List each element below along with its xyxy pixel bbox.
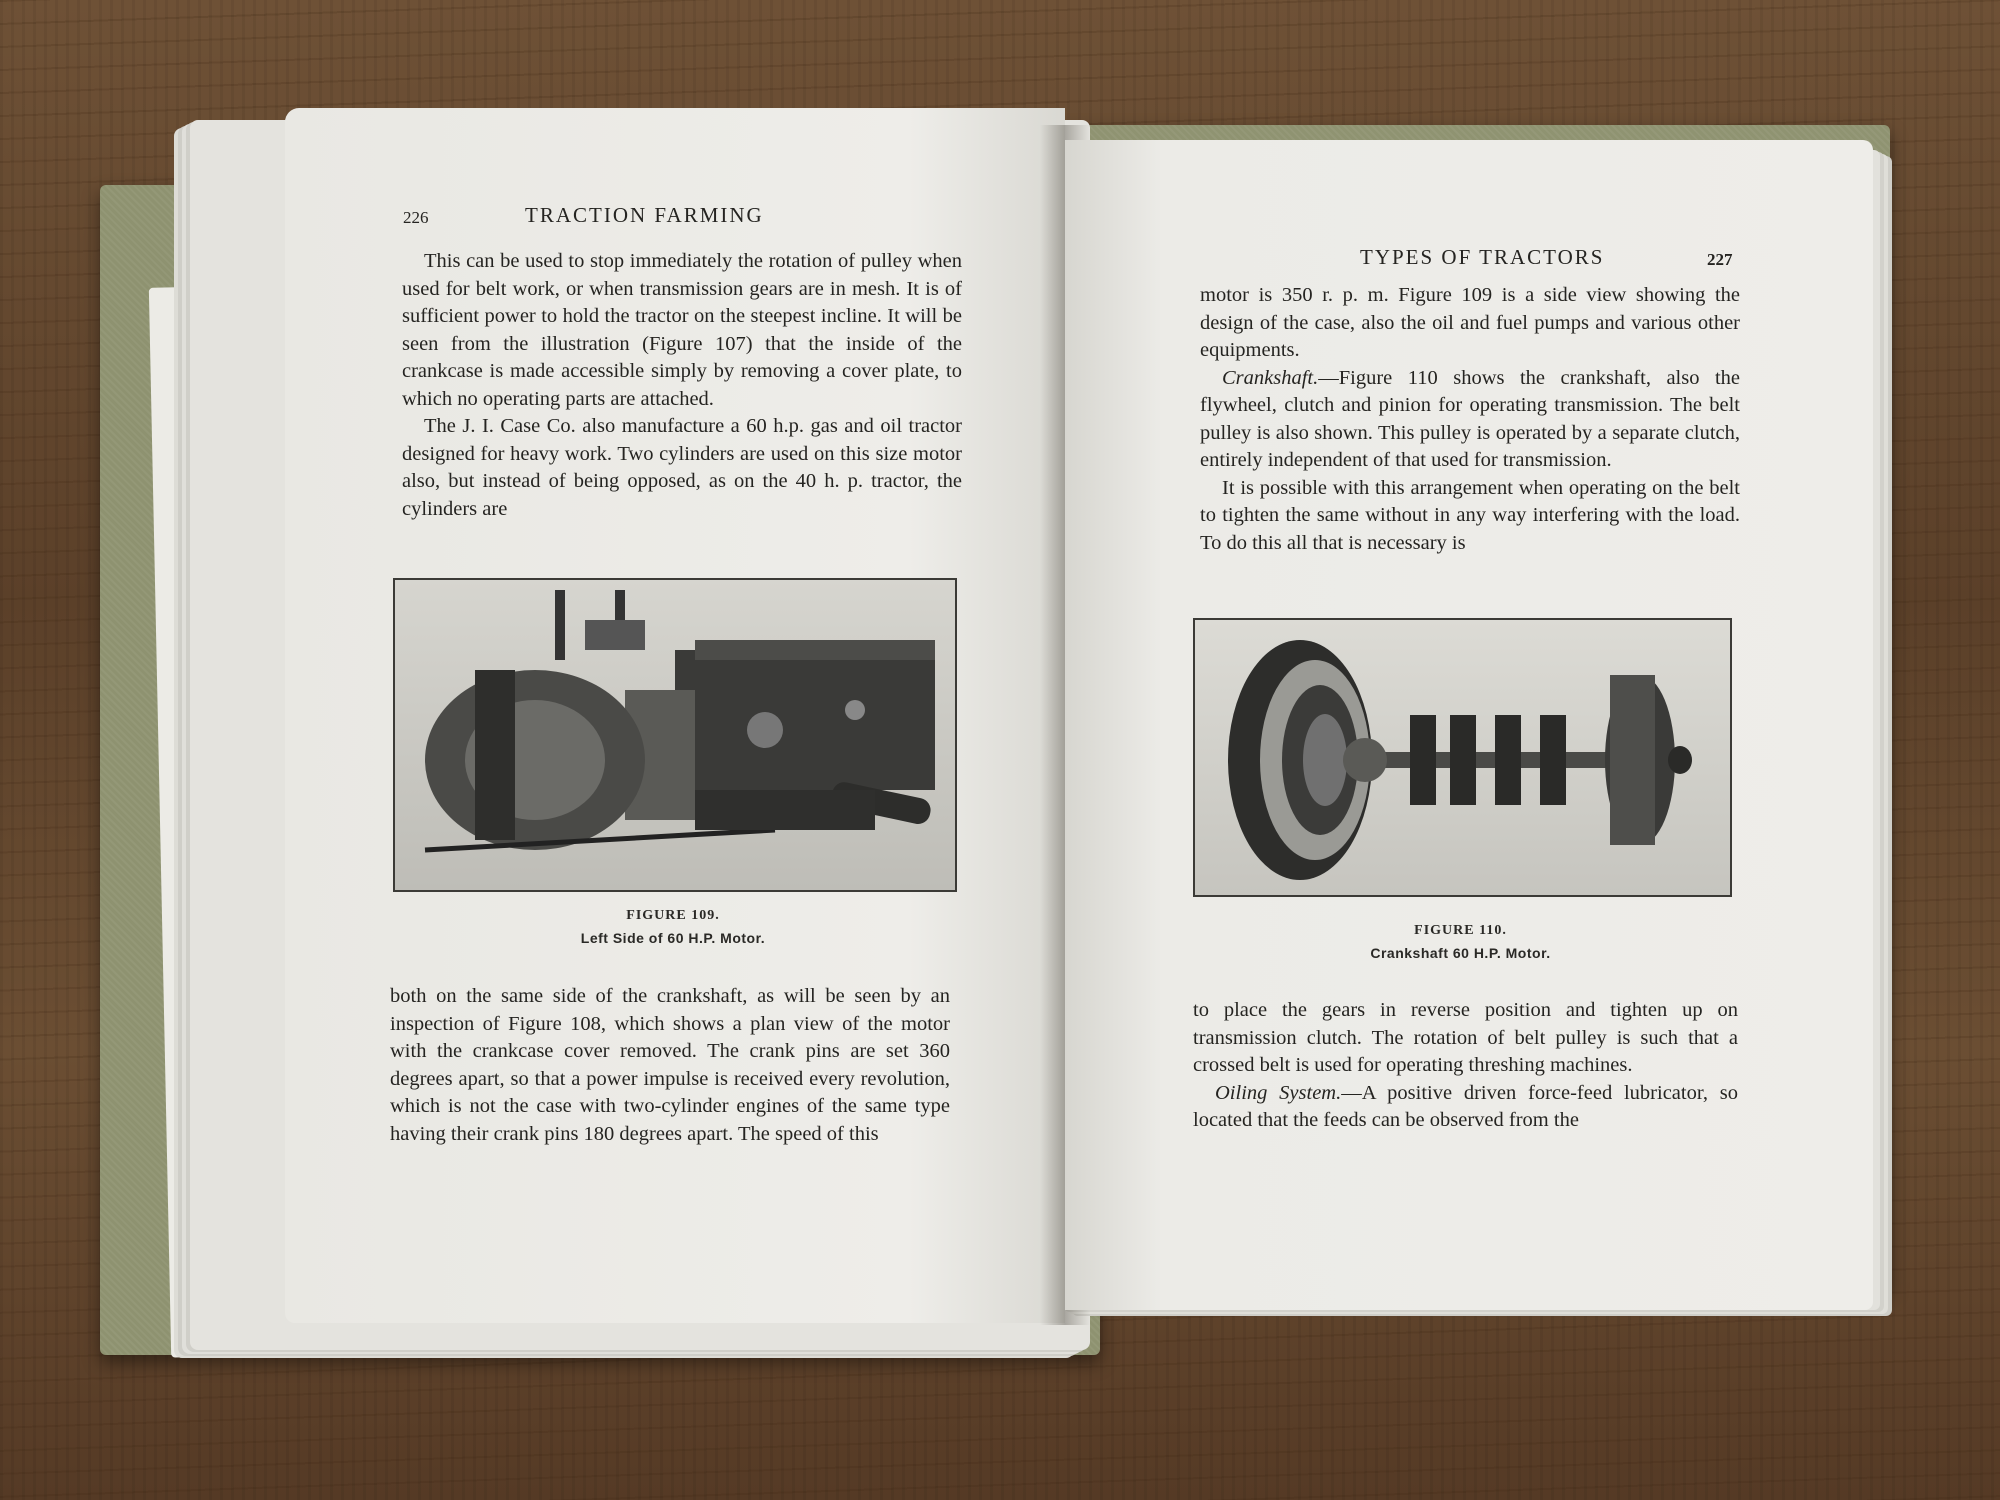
paragraph: motor is 350 r. p. m. Figure 109 is a side view showing the design of the case, also the oil and fuel pumps and various other equipments.: [1200, 284, 1740, 361]
running-head: TRACTION FARMING: [525, 203, 764, 227]
right-page: [1065, 140, 1873, 1310]
paragraph: Oiling System.—A positive driven force-feed lubricator, so located that the feeds can be observed from the: [1193, 1081, 1738, 1131]
paragraph: The J. I. Case Co. also manufacture a 60 h.p. gas and oil tractor designed for heavy work. Two cylinders are used on this size motor also, but instead of being opposed, as on the 40 h. p. tractor, the cylinders are: [402, 415, 962, 520]
figure-title: Left Side of 60 H.P. Motor.: [580, 930, 766, 946]
figure-number: FIGURE 110.: [1414, 923, 1507, 938]
page-number: 226: [403, 208, 429, 227]
text-bottom: [390, 983, 950, 1148]
figure-110-image: [1193, 618, 1732, 897]
paragraph: to place the gears in reverse position and tighten up on transmission clutch. The rotation of belt pulley is such that a crossed belt is used for operating threshing machines.: [1193, 999, 1738, 1076]
paragraph: both on the same side of the crankshaft, as will be seen by an inspection of Figure 108, which shows a plan view of the motor with the crankcase cover removed. The crank pins are set 360 degrees apart, so that a power impulse is received every revolution, which is not the case with two-cylinder engines of the same type having their crank pins 180 degrees apart. The speed of this: [390, 985, 950, 1145]
section-heading: Oiling System.: [1215, 1081, 1342, 1104]
running-head: TYPES OF TRACTORS: [1360, 245, 1605, 269]
paragraph: This can be used to stop immediately the rotation of pulley when used for belt work, or when transmission gears are in mesh. It is of sufficient power to hold the tractor on the steepest incline. It will be seen from the illustration (Figure 107) that the inside of the crankcase is made accessible simply by removing a cover plate, to which no operating parts are attached.: [402, 250, 962, 410]
page-number: 227: [1707, 250, 1733, 269]
figure-number: FIGURE 109.: [626, 908, 720, 923]
figure-109-image: [393, 578, 957, 892]
text-bottom: [1193, 997, 1738, 1135]
text-top: [1200, 282, 1740, 557]
figure-109-caption: [393, 908, 953, 946]
left-page: [285, 108, 1065, 1323]
paragraph: Crankshaft.—Figure 110 shows the crankshaft, also the flywheel, clutch and pinion for operating transmission. The belt pulley is also shown. This pulley is operated by a separate clutch, entirely independent of that used for transmission.: [1200, 366, 1740, 471]
paragraph: It is possible with this arrangement when operating on the belt to tighten the same without in any way interfering with the load. To do this all that is necessary is: [1200, 476, 1740, 554]
figure-title: Crankshaft 60 H.P. Motor.: [1370, 945, 1551, 961]
crankshaft-illustration: [1195, 620, 1730, 895]
figure-110-caption: [1193, 923, 1728, 961]
section-heading: Crankshaft.: [1222, 366, 1319, 389]
text-top: [402, 248, 962, 523]
motor-illustration: [395, 580, 955, 890]
